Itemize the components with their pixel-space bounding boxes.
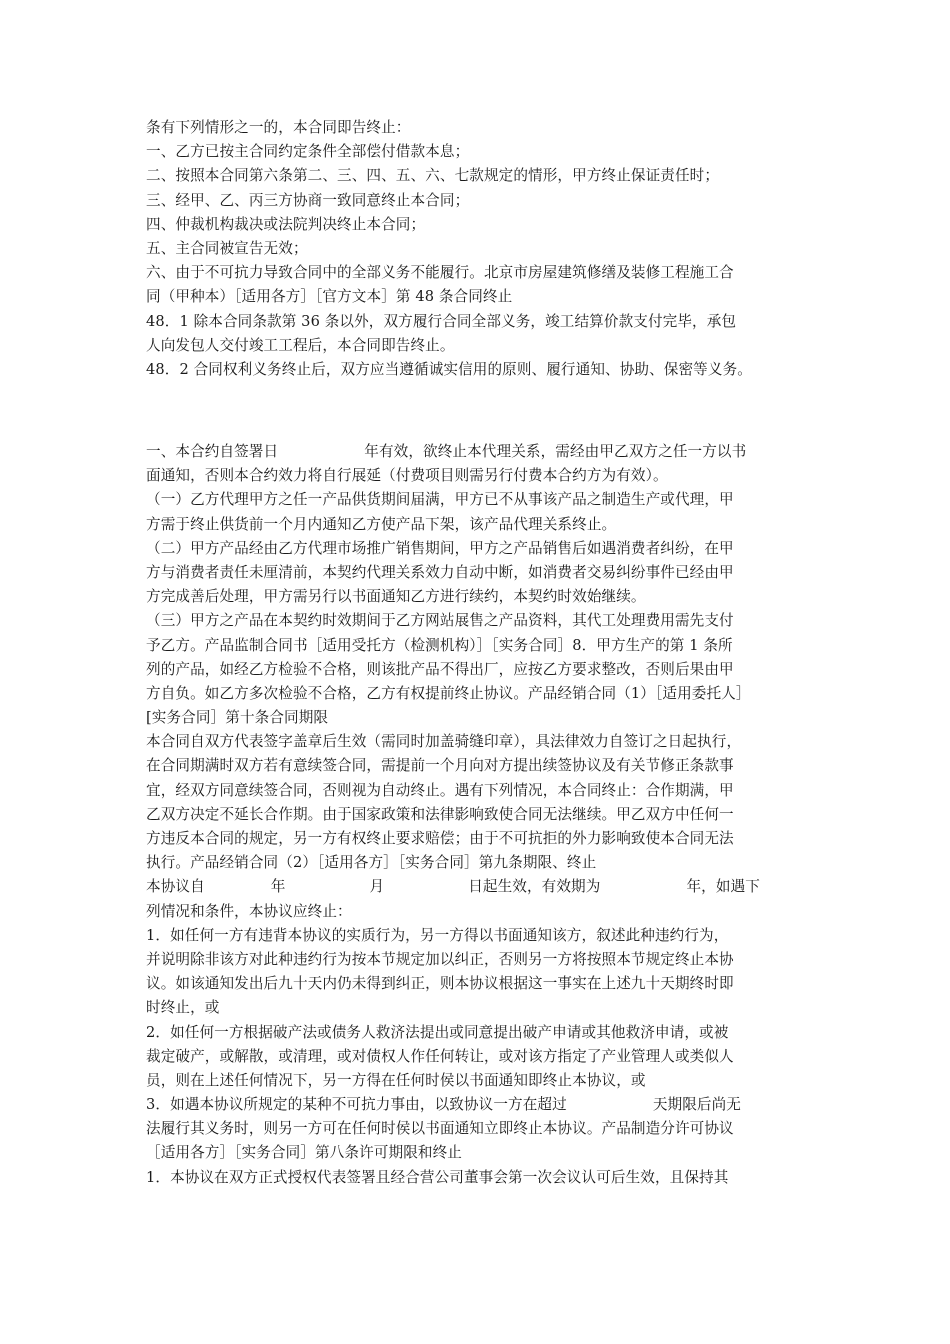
- text-line: （三）甲方之产品在本契约时效期间于乙方网站展售之产品资料，其代工处理费用需先支付: [146, 612, 734, 630]
- section-agency-agreement: [146, 440, 818, 1190]
- clause-rest: 天期限后尚无: [652, 1096, 741, 1114]
- text-line: 并说明除非该方对此种违约行为按本节规定加以纠正，否则另一方将按照本节规定终止本协: [146, 950, 734, 968]
- term-part: 日起生效，有效期为: [468, 878, 601, 896]
- term-part: 年，如遇下: [686, 878, 760, 896]
- text-line: 宜，经双方同意续签合同，否则视为自动终止。遇有下列情况，本合同终止：合作期满，甲: [146, 781, 734, 799]
- text-line: [实务合同］第十条合同期限: [146, 709, 329, 727]
- text-line: 三、经甲、乙、丙三方协商一致同意终止本合同；: [146, 191, 470, 209]
- text-line: （二）甲方产品经由乙方代理市场推广销售期间，甲方之产品销售后如遇消费者纠纷，在甲: [146, 539, 734, 557]
- text-line: 本合同自双方代表签字盖章后生效（需同时加盖骑缝印章），具法律效力自签订之日起执行，: [146, 733, 742, 751]
- text-line: 2．如任何一方根据破产法或债务人救济法提出或同意提出破产申请或其他救济申请，或被: [146, 1023, 729, 1041]
- text-line: 六、由于不可抗力导致合同中的全部义务不能履行。北京市房屋建筑修缮及装修工程施工合: [146, 264, 734, 282]
- text-line: 48．1 除本合同条款第 36 条以外，双方履行合同全部义务，竣工结算价款支付完毕，承包: [146, 312, 737, 330]
- clause-start: 一、本合约自签署日: [146, 443, 279, 460]
- text-line: 乙双方决定不延长合作期。由于国家政策和法律影响致使合同无法继续。甲乙双方中任何一: [146, 805, 734, 823]
- text-line: 列的产品，如经乙方检验不合格，则该批产品不得出厂，应按乙方要求整改，否则后果由甲: [146, 660, 734, 678]
- text-line: 裁定破产，或解散，或清理，或对债权人作任何转让，或对该方指定了产业管理人或类似人: [146, 1047, 734, 1065]
- text-line: 方完成善后处理，甲方需另行以书面通知乙方进行续约，本契约时效始继续。: [146, 588, 646, 606]
- text-line: 议。如该通知发出后九十天内仍未得到纠正，则本协议根据这一事实在上述九十天期终时即: [146, 975, 734, 993]
- text-line: 予乙方。产品监制合同书［适用受托方（检测机构）］［实务合同］8．甲方生产的第 1 条所: [146, 636, 733, 654]
- text-line: ［适用各方］［实务合同］第八条许可期限和终止: [146, 1144, 462, 1162]
- text-line: 条有下列情形之一的，本合同即告终止：: [146, 119, 411, 136]
- text-line: 方需于终止供货前一个月内通知乙方使产品下架，该产品代理关系终止。: [146, 515, 617, 533]
- text-line: 方与消费者责任未厘清前，本契约代理关系效力自动中断，如消费者交易纠纷事件已经由甲: [146, 563, 734, 581]
- text-line-with-blank: [146, 1093, 818, 1117]
- text-line-with-blanks: [146, 875, 818, 899]
- text-line: 法履行其义务时，则另一方可在任何时侯以书面通知立即终止本协议。产品制造分许可协议: [146, 1120, 734, 1138]
- term-part: 月: [369, 878, 385, 896]
- text-line: 时终止，或: [146, 999, 220, 1017]
- text-line: 五、主合同被宣告无效；: [146, 239, 308, 257]
- term-part: 本协议自: [146, 878, 205, 896]
- text-line: 方违反本合同的规定，另一方有权终止要求赔偿；由于不可抗拒的外力影响致使本合同无法: [146, 830, 734, 847]
- clause-rest: 年有效，欲终止本代理关系，需经由甲乙双方之任一方以书: [364, 443, 747, 460]
- text-line: 方自负。如乙方多次检验不合格，乙方有权提前终止协议。产品经销合同（1）［适用委托人］: [146, 684, 751, 702]
- text-line: 48．2 合同权利义务终止后，双方应当遵循诚实信用的原则、履行通知、协助、保密等义务。: [146, 360, 752, 378]
- text-line: 1．如任何一方有违背本协议的实质行为，另一方得以书面通知该方，叙述此种违约行为，: [146, 926, 729, 944]
- text-line-with-blank: [146, 440, 818, 464]
- text-line: 人向发包人交付竣工工程后，本合同即告终止。: [146, 336, 455, 354]
- text-line: 同（甲种本）［适用各方］［官方文本］第 48 条合同终止: [146, 288, 513, 306]
- text-line: 执行。产品经销合同（2）［适用各方］［实务合同］第九条期限、终止: [146, 854, 597, 872]
- term-part: 年: [270, 878, 286, 896]
- text-line: 1．本协议在双方正式授权代表签署且经合营公司董事会第一次会议认可后生效，且保持其: [146, 1168, 729, 1186]
- text-line: 一、乙方已按主合同约定条件全部偿付借款本息；: [146, 143, 470, 161]
- text-line: 二、按照本合同第六条第二、三、四、五、六、七款规定的情形，甲方终止保证责任时；: [146, 167, 720, 185]
- section-contract-termination: [146, 116, 818, 382]
- text-line: 员，则在上述任何情况下，另一方得在任何时侯以书面通知即终止本协议，或: [146, 1071, 646, 1089]
- clause-start: 3．如遇本协议所规定的某种不可抗力事由，以致协议一方在超过: [146, 1096, 567, 1114]
- text-line: 面通知，否则本合约效力将自行展延（付费项目则需另行付费本合约方为有效）。: [146, 467, 668, 485]
- text-line: （一）乙方代理甲方之任一产品供货期间届满，甲方已不从事该产品之制造生产或代理，甲: [146, 491, 734, 509]
- text-line: 四、仲裁机构裁决或法院判决终止本合同；: [146, 215, 426, 233]
- text-line: 列情况和条件，本协议应终止：: [146, 902, 352, 920]
- text-line: 在合同期满时双方若有意续签合同，需提前一个月向对方提出续签协议及有关节修正条款事: [146, 757, 734, 775]
